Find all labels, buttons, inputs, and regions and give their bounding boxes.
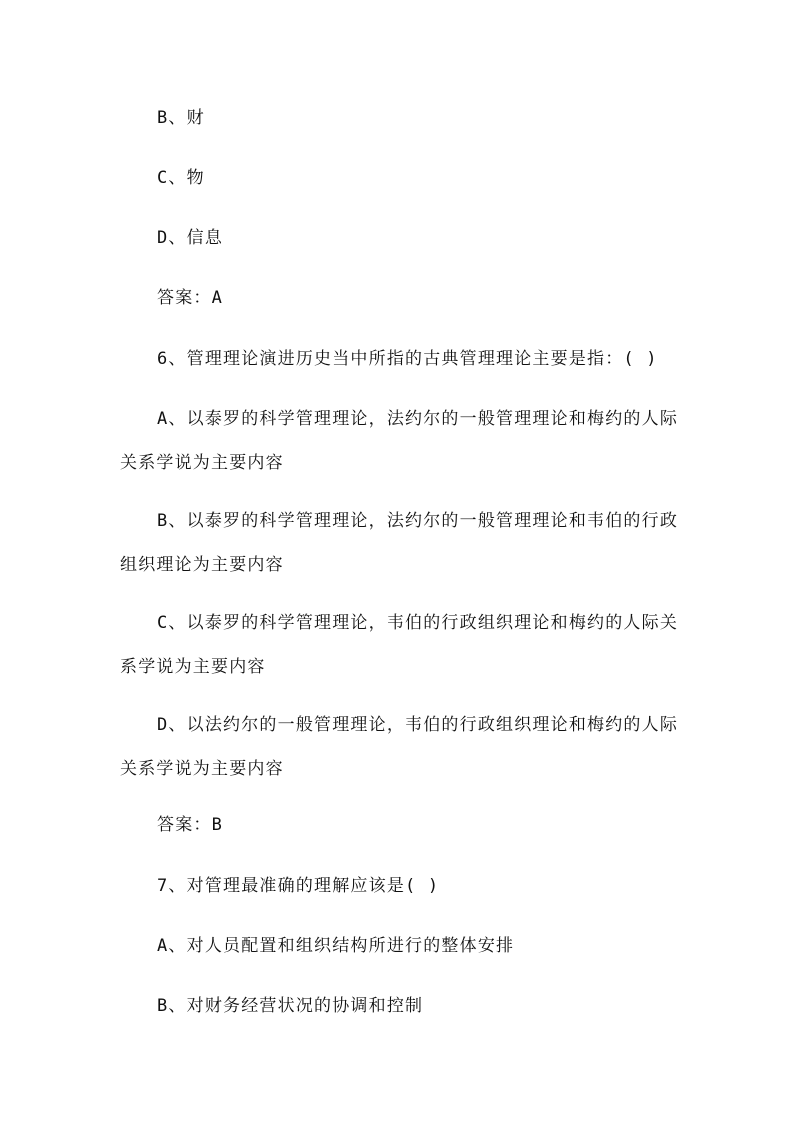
q7-option-b: B、对财务经营状况的协调和控制 [157, 996, 424, 1016]
q6-stem: 6、管理理论演进历史当中所指的古典管理理论主要是指：( ) [157, 349, 658, 369]
q6-option-c: C、以泰罗的科学管理理论，韦伯的行政组织理论和梅约的人际关系学说为主要内容 [120, 613, 679, 677]
q6-option-d: D、以法约尔的一般管理理论，韦伯的行政组织理论和梅约的人际关系学说为主要内容 [120, 715, 679, 779]
q5-option-b: B、财 [157, 108, 205, 128]
q7-stem: 7、对管理最准确的理解应该是( ) [157, 876, 440, 896]
q6-answer: 答案：B [157, 815, 224, 835]
q6-option-b: B、以泰罗的科学管理理论，法约尔的一般管理理论和韦伯的行政组织理论为主要内容 [120, 511, 679, 575]
q5-option-d: D、信息 [157, 228, 224, 248]
q6-option-a: A、以泰罗的科学管理理论，法约尔的一般管理理论和梅约的人际关系学说为主要内容 [120, 409, 679, 473]
q5-option-c: C、物 [157, 168, 205, 188]
q7-option-a: A、对人员配置和组织结构所进行的整体安排 [157, 936, 515, 956]
q5-answer: 答案：A [157, 288, 224, 308]
